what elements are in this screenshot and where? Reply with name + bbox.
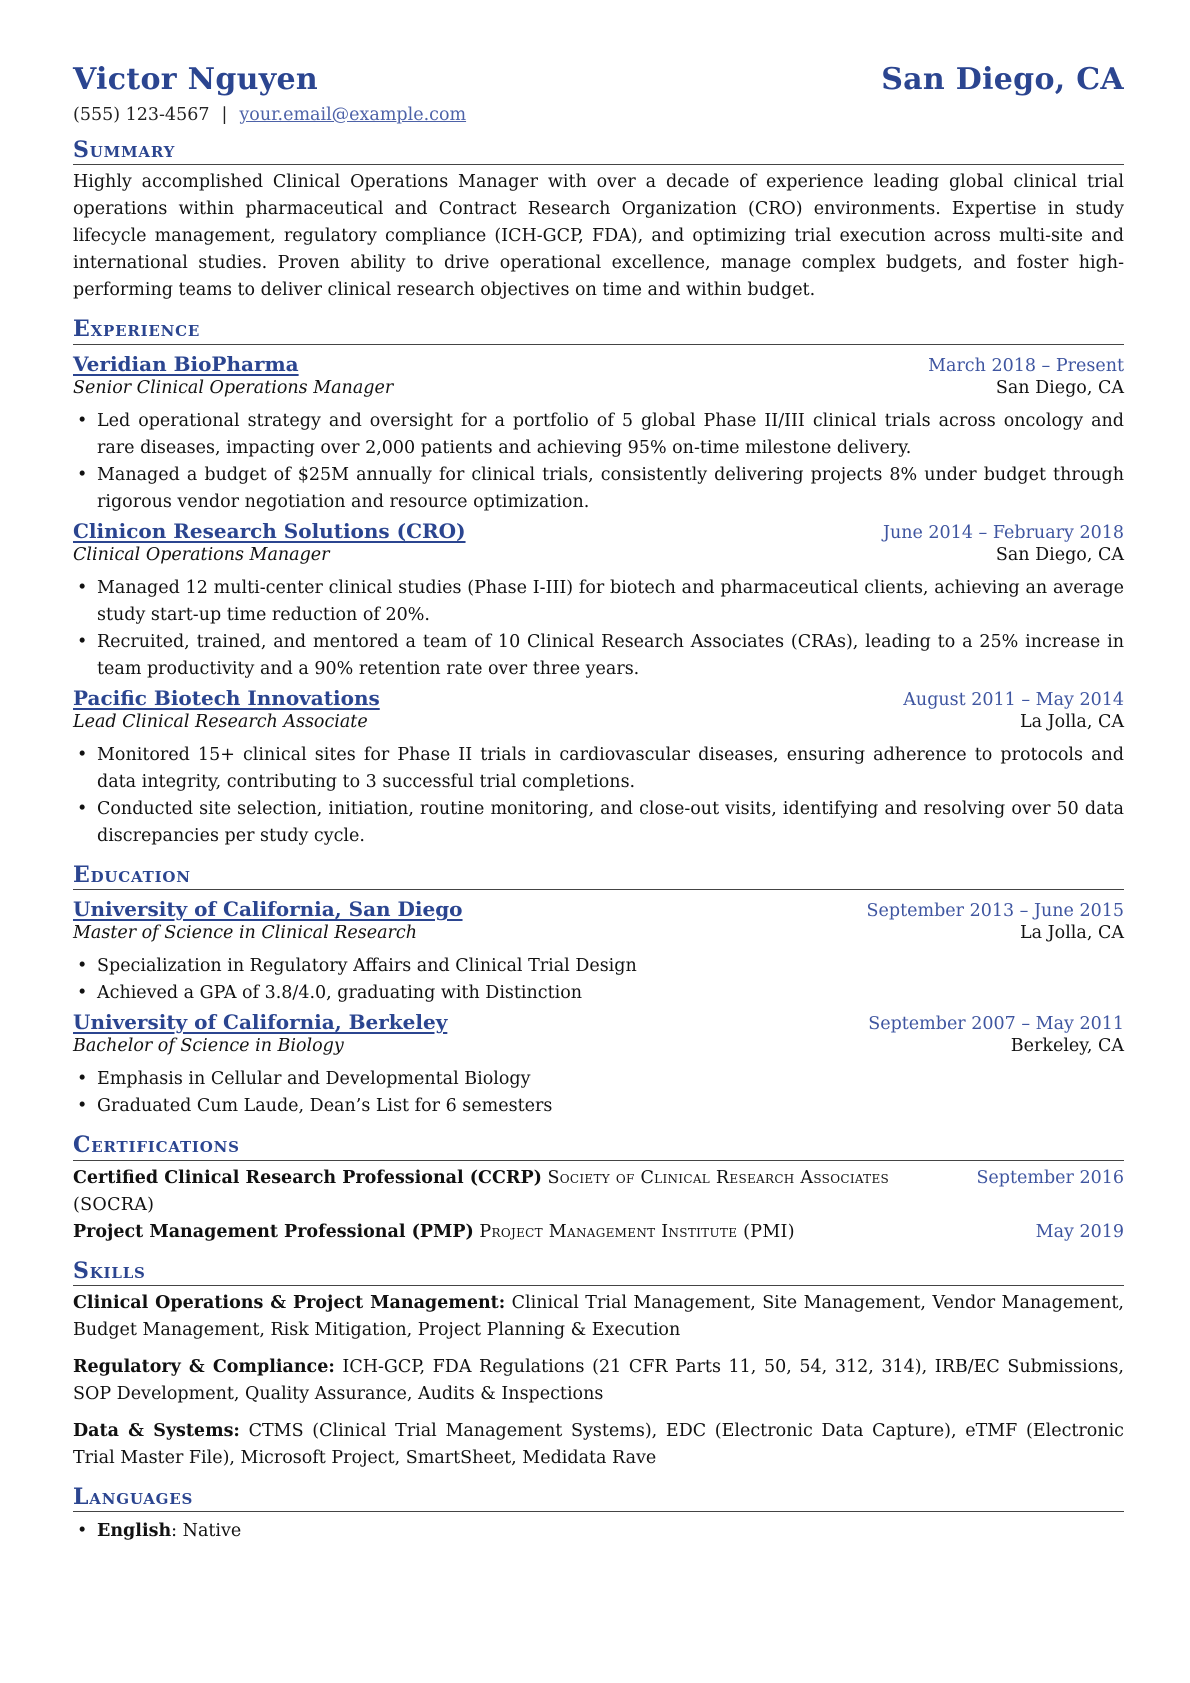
resume-header [73, 62, 1124, 97]
employment-dates: August 2011 – May 2014 [903, 689, 1124, 710]
employment-dates: June 2014 – February 2018 [882, 522, 1124, 543]
school-location: La Jolla, CA [1020, 923, 1124, 944]
skill-group [73, 1354, 1124, 1408]
contact-separator: | [221, 105, 228, 125]
skills-heading: Skills [73, 1258, 1124, 1286]
education-bullet: • Emphasis in Cellular and Developmental Biology [73, 1066, 1124, 1093]
summary-text: Highly accomplished Clinical Operations Manager with over a decade of experience leading global clinical trial operations within pharmaceutical and Contract Research Organization (CRO) environments. Expertise in study lifecycle management, regulatory compliance (ICH-GCP, FDA), and optimizing trial execution across multi-site and international studies. Proven ability to drive operational excellence, manage complex budgets, and foster high-performing teams to deliver clinical research objectives on time and within budget. [73, 172, 1124, 301]
certification-date: May 2019 [1035, 1221, 1124, 1242]
skill-group [73, 1290, 1124, 1344]
job-title: Senior Clinical Operations Manager [73, 377, 394, 398]
certification-item [73, 1219, 1124, 1246]
experience-entry [73, 352, 1124, 516]
achievement-bullet: • Led operational strategy and oversight for a portfolio of 5 global Phase II/III clinical trials across oncology and rare diseases, impacting over 2,000 patients and achieving 95% on-time milestone delivery. [73, 408, 1124, 462]
candidate-name: Victor Nguyen [73, 62, 318, 97]
study-dates: September 2013 – June 2015 [866, 901, 1124, 922]
summary-heading: Summary [73, 137, 1124, 165]
resume-content [73, 62, 1124, 1545]
skill-group [73, 1418, 1124, 1472]
education-detail-list [73, 1066, 1124, 1120]
phone-number: (555) 123-4567 [73, 105, 210, 125]
education-bullet: • Achieved a GPA of 3.8/4.0, graduating with Distinction [73, 980, 1124, 1007]
education-bullet: • Graduated Cum Laude, Dean’s List for 6 semesters [73, 1093, 1124, 1120]
experience-heading: Experience [73, 316, 1124, 344]
achievement-list [73, 408, 1124, 516]
degree-title: Bachelor of Science in Biology [73, 1036, 344, 1057]
contact-line [73, 105, 1124, 125]
employer-link[interactable]: Clinicon Research Solutions (CRO) [73, 518, 466, 543]
certification-date: September 2016 [976, 1167, 1124, 1188]
employer-link[interactable]: Pacific Biotech Innovations [73, 685, 380, 710]
achievement-bullet: • Managed 12 multi-center clinical studies (Phase I-III) for biotech and pharmaceutical clients, achieving an average study start-up time reduction of 20%. [73, 575, 1124, 629]
certification-name: Certified Clinical Research Professional (CCRP) [73, 1167, 542, 1188]
education-detail-list [73, 953, 1124, 1007]
achievement-bullet: • Monitored 15+ clinical sites for Phase II trials in cardiovascular diseases, ensuring adherence to protocols and data integrity, contributing to 3 successful trial completions. [73, 742, 1124, 796]
certification-issuer: Project Management Institute (PMI) [479, 1221, 795, 1242]
achievement-bullet: • Managed a budget of $25M annually for clinical trials, consistently delivering projects 8% under budget through rigorous vendor negotiation and resource optimization. [73, 462, 1124, 516]
certification-issuer: Society of Clinical Research Associates (SOCRA) [73, 1167, 890, 1215]
language-item [73, 1518, 1124, 1545]
employment-dates: March 2018 – Present [928, 355, 1124, 376]
education-entry [73, 897, 1124, 1007]
employer-link[interactable]: Veridian BioPharma [73, 351, 299, 376]
education-heading: Education [73, 862, 1124, 890]
email-link[interactable]: your.email@example.com [239, 105, 467, 125]
skill-group-text: CTMS (Clinical Trial Management Systems), EDC (Electronic Data Capture), eTMF (Electronic Trial Master File), Microsoft Project, SmartSheet, Medidata Rave [73, 1420, 1124, 1468]
certifications-heading: Certifications [73, 1132, 1124, 1160]
school-location: Berkeley, CA [1010, 1036, 1124, 1057]
skill-group-label: Clinical Operations & Project Management: [73, 1292, 506, 1313]
certification-name: Project Management Professional (PMP) [73, 1221, 474, 1242]
job-location: San Diego, CA [995, 544, 1124, 565]
certification-item [73, 1165, 1124, 1219]
header-location: San Diego, CA [881, 62, 1124, 97]
school-link[interactable]: University of California, Berkeley [73, 1010, 448, 1035]
job-location: San Diego, CA [995, 377, 1124, 398]
achievement-bullet: • Recruited, trained, and mentored a team of 10 Clinical Research Associates (CRAs), leading to a 25% increase in team productivity and a 90% retention rate over three years. [73, 629, 1124, 683]
school-link[interactable]: University of California, San Diego [73, 897, 463, 922]
education-entry [73, 1010, 1124, 1120]
language-list [73, 1518, 1124, 1545]
languages-heading: Languages [73, 1484, 1124, 1512]
language-name: English [97, 1521, 172, 1542]
job-location: La Jolla, CA [1020, 711, 1124, 732]
achievement-list [73, 742, 1124, 850]
achievement-list [73, 575, 1124, 683]
job-title: Lead Clinical Research Associate [73, 711, 368, 732]
degree-title: Master of Science in Clinical Research [73, 923, 417, 944]
experience-entry [73, 519, 1124, 683]
skill-group-label: Data & Systems: [73, 1420, 240, 1441]
study-dates: September 2007 – May 2011 [868, 1014, 1124, 1035]
achievement-bullet: • Conducted site selection, initiation, routine monitoring, and close-out visits, identifying and resolving over 50 data discrepancies per study cycle. [73, 796, 1124, 850]
education-bullet: • Specialization in Regulatory Affairs and Clinical Trial Design [73, 953, 1124, 980]
language-level: : Native [171, 1521, 242, 1542]
skill-group-text: ICH-GCP, FDA Regulations (21 CFR Parts 11, 50, 54, 312, 314), IRB/EC Submissions, SOP Development, Quality Assurance, Audits & Inspections [73, 1356, 1124, 1404]
skill-group-label: Regulatory & Compliance: [73, 1356, 335, 1377]
experience-entry [73, 686, 1124, 850]
job-title: Clinical Operations Manager [73, 544, 330, 565]
skill-group-text: Clinical Trial Management, Site Management, Vendor Management, Budget Management, Risk Mitigation, Project Planning & Execution [73, 1292, 1124, 1340]
